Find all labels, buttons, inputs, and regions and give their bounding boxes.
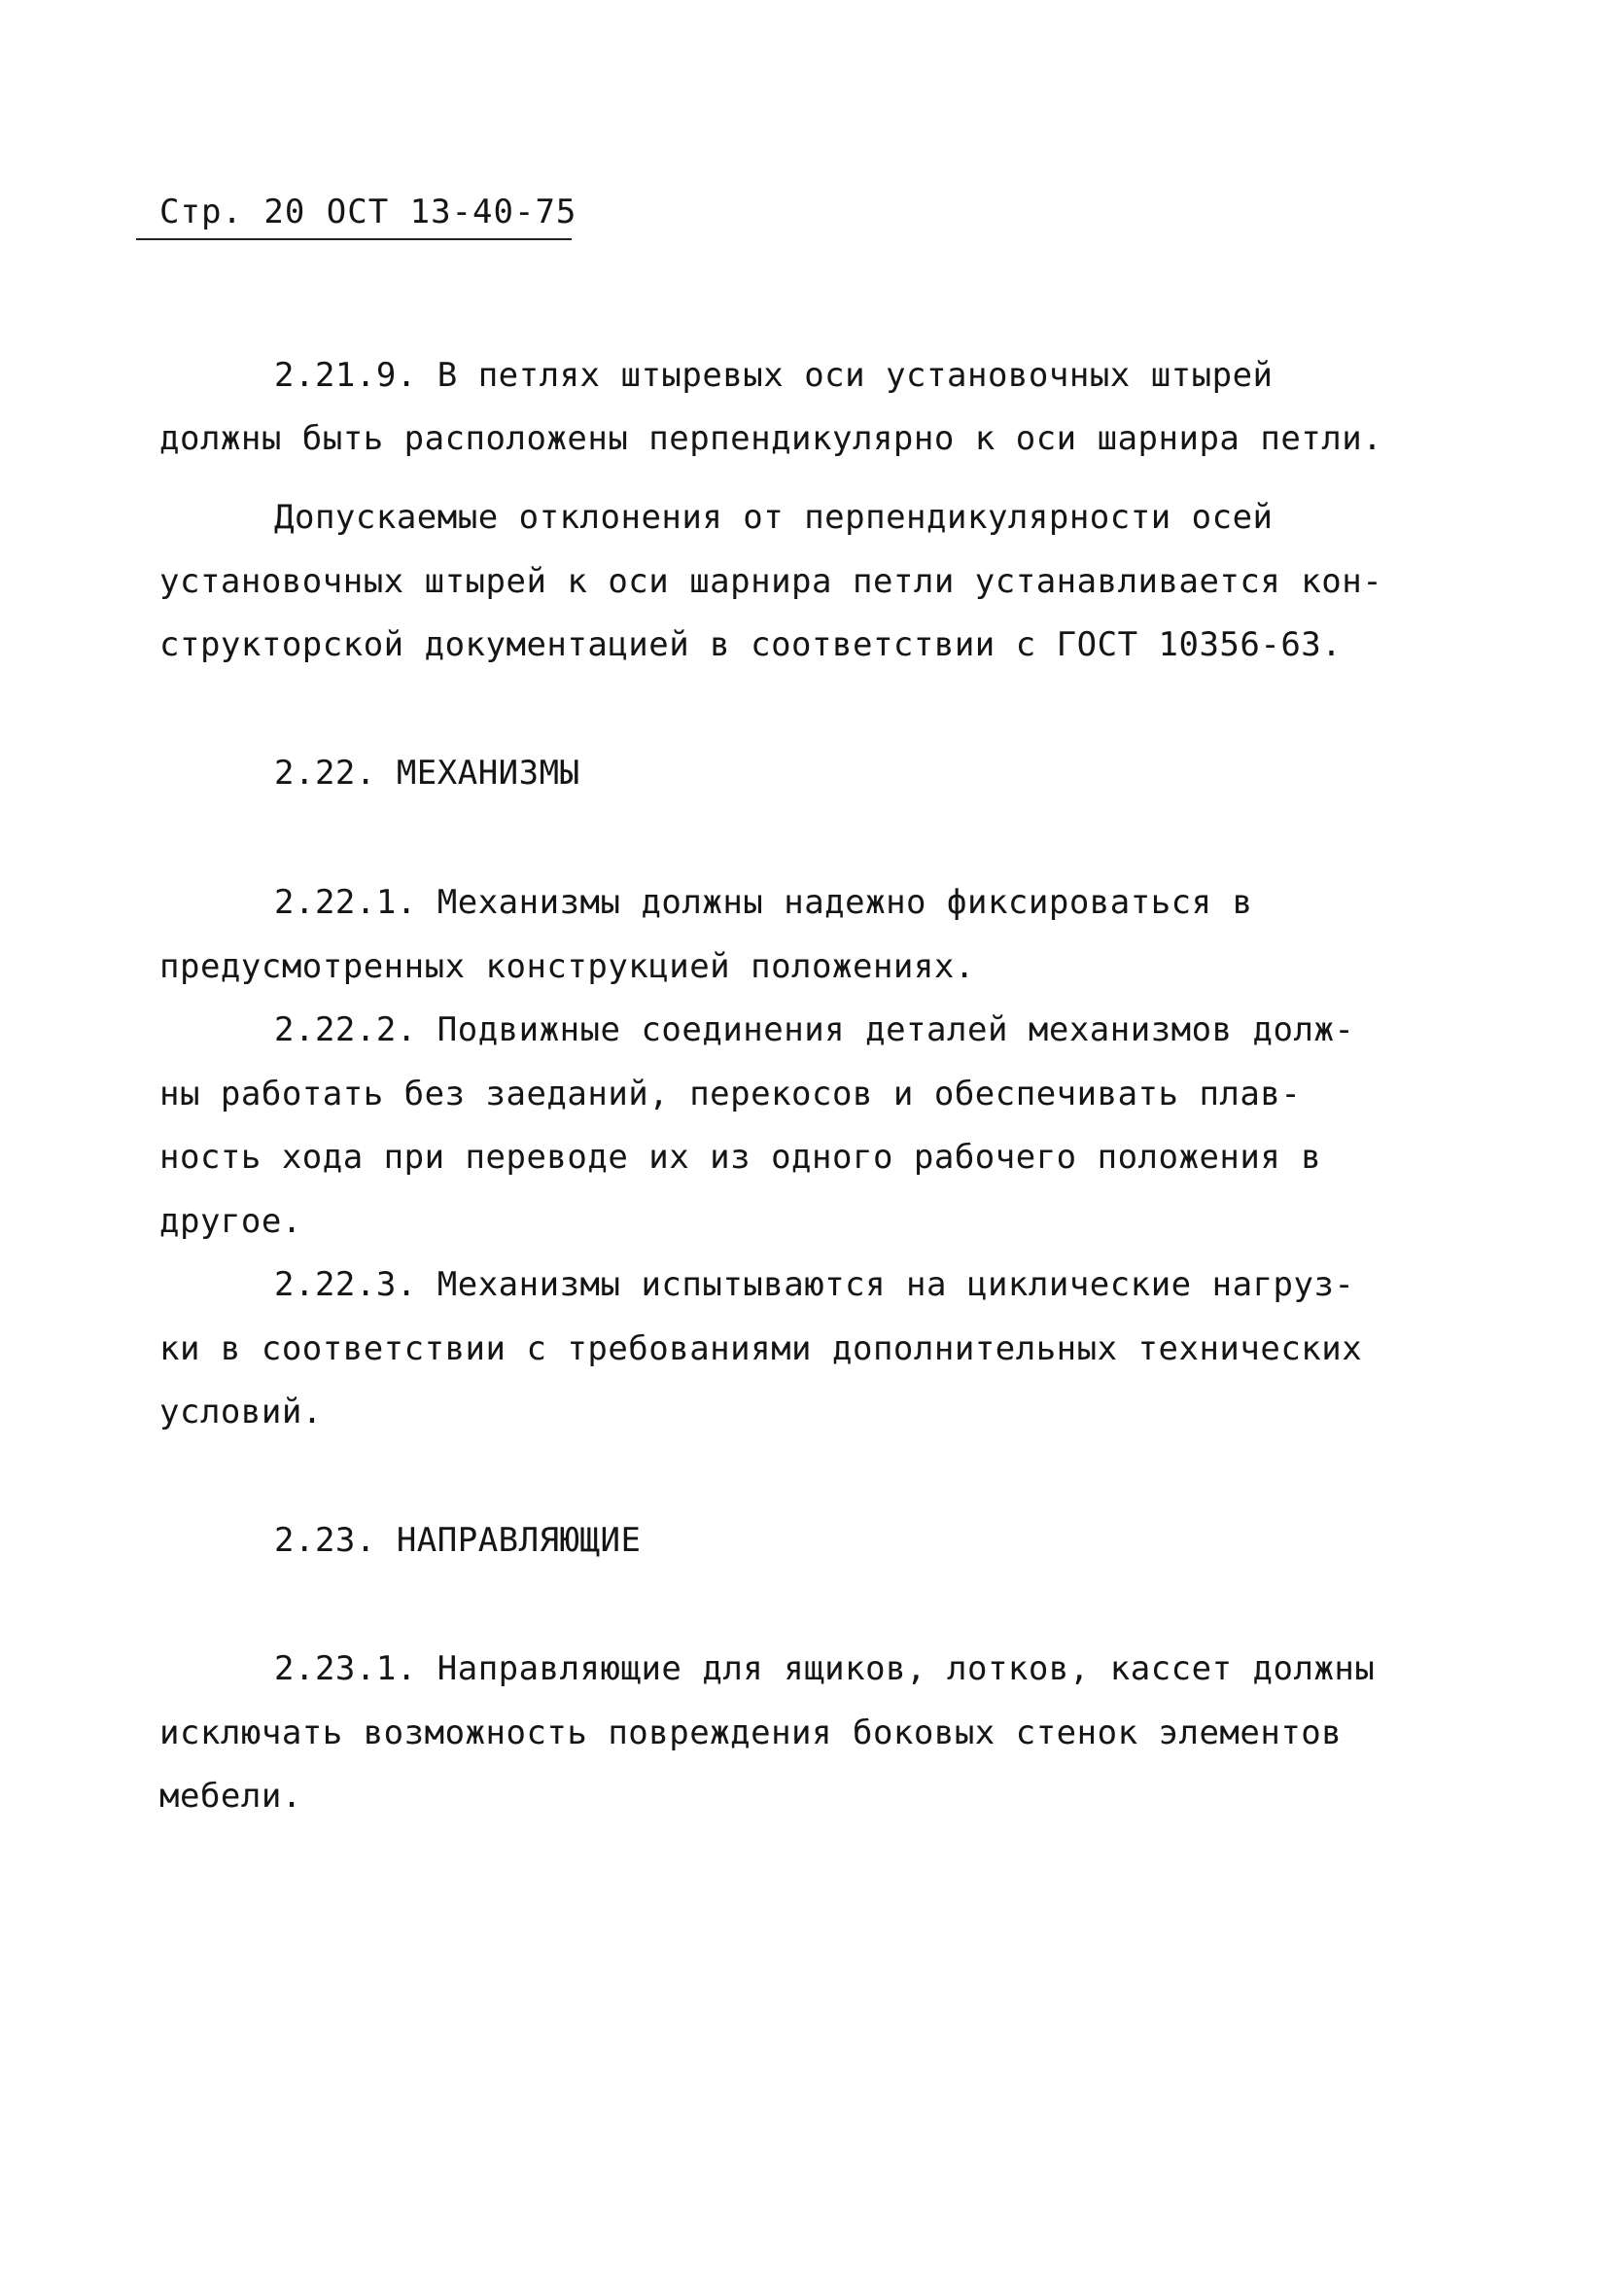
section-heading-mechanisms: 2.22. МЕХАНИЗМЫ	[274, 754, 580, 793]
page-header: Стр. 20 ОСТ 13-40-75	[159, 193, 577, 231]
p3-line-2: предусмотренных конструкцией положениях.	[159, 947, 975, 986]
p2-line-2: установочных штырей к оси шарнира петли устанавливается кон-	[159, 562, 1383, 601]
p3-line-1: 2.22.1. Механизмы должны надежно фиксироваться в	[274, 883, 1253, 922]
p5-line-3: условий.	[159, 1393, 323, 1431]
p5-line-2: ки в соответствии с требованиями дополнительных технических	[159, 1329, 1363, 1368]
p6-line-3: мебели.	[159, 1777, 302, 1816]
p6-line-1: 2.23.1. Направляющие для ящиков, лотков, кассет должны	[274, 1649, 1376, 1688]
p1-line-2: должны быть расположены перпендикулярно к оси шарнира петли.	[159, 419, 1383, 458]
p2-line-3: структорской документацией в соответствии с ГОСТ 10356-63.	[159, 625, 1343, 664]
p2-line-1: Допускаемые отклонения от перпендикулярности осей	[274, 498, 1274, 537]
p6-line-2: исключать возможность повреждения боковых стенок элементов	[159, 1713, 1343, 1752]
section-heading-guides: 2.23. НАПРАВЛЯЮЩИЕ	[274, 1521, 642, 1560]
p4-line-2: ны работать без заеданий, перекосов и обеспечивать плав-	[159, 1075, 1302, 1113]
p4-line-4: другое.	[159, 1202, 302, 1241]
p4-line-1: 2.22.2. Подвижные соединения деталей механизмов долж-	[274, 1010, 1355, 1049]
header-underline	[136, 238, 572, 240]
p4-line-3: ность хода при переводе их из одного рабочего положения в	[159, 1138, 1322, 1177]
p1-line-1: 2.21.9. В петлях штыревых оси установочных штырей	[274, 356, 1274, 395]
p5-line-1: 2.22.3. Механизмы испытываются на циклические нагруз-	[274, 1265, 1355, 1304]
